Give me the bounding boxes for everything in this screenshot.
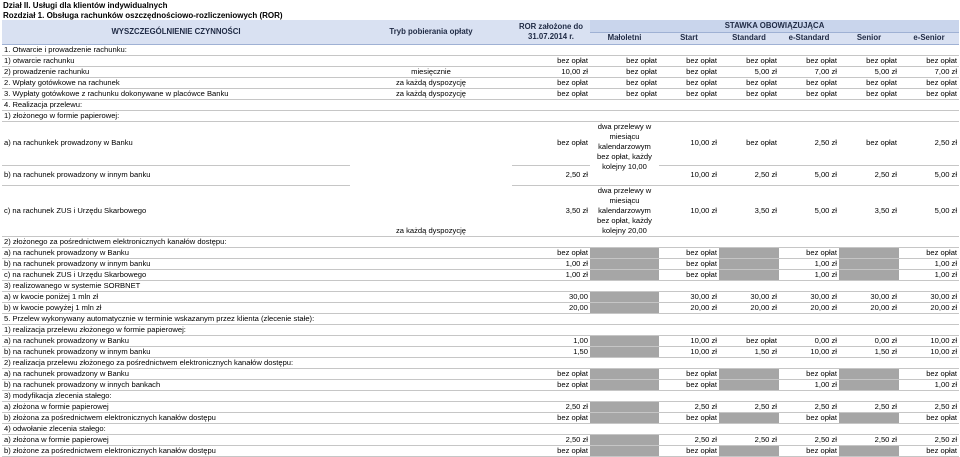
col-header-senior: Senior (839, 32, 899, 44)
fee-cell: 2,50 zł (779, 121, 839, 165)
fee-cell: bez opłat (899, 368, 959, 379)
table-row (2, 313, 959, 324)
fee-cell: bez opłat (590, 88, 659, 99)
fee-cell (719, 445, 779, 456)
fee-cell: bez opłat (512, 379, 590, 390)
start-merged-note: dwa przelewy w miesiącu kalendarzowym bez opłat, każdy kolejny 10,00 (590, 121, 659, 185)
fee-cell: 10,00 zł (659, 165, 719, 185)
fee-cell (839, 269, 899, 280)
fee-cell: bez opłat (839, 77, 899, 88)
fee-cell: 5,00 zł (899, 185, 959, 236)
fee-cell: 1,00 zł (899, 269, 959, 280)
fee-cell (590, 379, 659, 390)
row-tryb: za każdą dyspozycję (350, 88, 512, 99)
fee-cell: 2,50 zł (899, 121, 959, 165)
row-label: a) na rachunek prowadzony w Banku (2, 368, 350, 379)
fee-cell: 2,50 zł (899, 434, 959, 445)
fee-cell: bez opłat (719, 55, 779, 66)
fee-cell: 10,00 zł (779, 346, 839, 357)
fee-cell: 3,50 zł (839, 185, 899, 236)
fee-cell: 5,00 zł (839, 66, 899, 77)
row-tryb-merged: za każdą dyspozycję (350, 121, 512, 236)
col-header-stawka: STAWKA OBOWIĄZUJĄCA (590, 20, 959, 32)
fee-cell: 30,00 zł (719, 291, 779, 302)
fee-cell: bez opłat (839, 121, 899, 165)
fee-cell (590, 368, 659, 379)
fee-cell: 30,00 zł (899, 291, 959, 302)
fee-cell (719, 412, 779, 423)
row-label: 4. Realizacja przelewu: (2, 99, 959, 110)
fee-cell: 1,00 zł (512, 258, 590, 269)
table-row (2, 423, 959, 434)
row-tryb (350, 434, 512, 445)
col-header-standard: Standard (719, 32, 779, 44)
fee-cell: 30,00 zł (839, 291, 899, 302)
fee-cell: 1,00 (512, 335, 590, 346)
table-row (2, 368, 959, 379)
fee-cell: 10,00 zł (899, 335, 959, 346)
fee-cell (590, 247, 659, 258)
row-tryb (350, 368, 512, 379)
fee-cell: bez opłat (659, 269, 719, 280)
row-label: 2. Wpłaty gotówkowe na rachunek (2, 77, 350, 88)
table-row (2, 445, 959, 456)
table-row (2, 390, 959, 401)
fee-cell (839, 379, 899, 390)
start-merged-note: dwa przelewy w miesiącu kalendarzowym bez opłat, każdy kolejny 20,00 (590, 185, 659, 236)
fee-cell: 2,50 zł (512, 434, 590, 445)
fee-cell (839, 445, 899, 456)
division-title: Dział II. Usługi dla klientów indywidualnych (3, 1, 168, 10)
fee-cell: bez opłat (719, 335, 779, 346)
fee-cell: bez opłat (779, 247, 839, 258)
fee-cell: 10,00 zł (659, 335, 719, 346)
table-row (2, 258, 959, 269)
row-label: b) w kwocie powyżej 1 mln zł (2, 302, 350, 313)
fee-cell: 2,50 zł (512, 401, 590, 412)
fee-cell: 5,00 zł (719, 66, 779, 77)
fee-cell: 30,00 (512, 291, 590, 302)
fee-cell: 10,00 zł (659, 346, 719, 357)
fee-cell: bez opłat (779, 412, 839, 423)
fee-cell: 1,00 zł (512, 269, 590, 280)
row-label: 3) modyfikacja zlecenia stałego: (2, 390, 959, 401)
fee-cell: 2,50 zł (839, 401, 899, 412)
col-header-maloletni: Małoletni (590, 32, 659, 44)
fee-cell: 3,50 zł (719, 185, 779, 236)
fee-cell: bez opłat (659, 88, 719, 99)
fee-cell: 2,50 zł (719, 165, 779, 185)
row-label: a) złożona w formie papierowej (2, 434, 350, 445)
table-row (2, 291, 959, 302)
fee-cell: 20,00 (512, 302, 590, 313)
fee-cell: bez opłat (779, 55, 839, 66)
table-row (2, 357, 959, 368)
table-row (2, 401, 959, 412)
fee-cell: 1,00 zł (899, 258, 959, 269)
col-header-tryb: Tryb pobierania opłaty (350, 20, 512, 44)
fee-cell: 20,00 zł (839, 302, 899, 313)
fee-cell: 2,50 zł (899, 401, 959, 412)
fee-cell: bez opłat (512, 121, 590, 165)
table-row (2, 99, 959, 110)
row-label: b) na rachunek prowadzony w innym banku (2, 346, 350, 357)
row-label: a) złożona w formie papierowej (2, 401, 350, 412)
fee-cell: bez opłat (590, 77, 659, 88)
fee-cell: bez opłat (839, 55, 899, 66)
row-label: a) w kwocie poniżej 1 mln zł (2, 291, 350, 302)
row-label: c) na rachunek ZUS i Urzędu Skarbowego (2, 269, 350, 280)
fee-cell: bez opłat (899, 445, 959, 456)
fee-cell (839, 258, 899, 269)
row-tryb (350, 379, 512, 390)
table-row (2, 110, 959, 121)
table-row (2, 346, 959, 357)
fee-cell (590, 335, 659, 346)
fee-cell: 1,00 zł (779, 269, 839, 280)
fee-cell: 20,00 zł (899, 302, 959, 313)
fee-cell: 2,50 zł (719, 434, 779, 445)
fee-cell: 20,00 zł (659, 302, 719, 313)
row-tryb (350, 247, 512, 258)
table-row (2, 412, 959, 423)
row-label: b) na rachunek prowadzony w innych bankach (2, 379, 350, 390)
fee-cell: bez opłat (659, 368, 719, 379)
fee-cell: bez opłat (779, 88, 839, 99)
row-tryb (350, 412, 512, 423)
fee-table (2, 20, 959, 457)
fee-cell: bez opłat (659, 258, 719, 269)
fee-cell (590, 401, 659, 412)
fee-cell (839, 247, 899, 258)
fee-cell: bez opłat (590, 66, 659, 77)
table-row (2, 247, 959, 258)
row-tryb: za każdą dyspozycję (350, 77, 512, 88)
row-label: 1. Otwarcie i prowadzenie rachunku: (2, 44, 959, 55)
fee-cell: bez opłat (659, 445, 719, 456)
fee-cell: bez opłat (512, 445, 590, 456)
fee-cell: bez opłat (719, 88, 779, 99)
row-label: a) na rachunek prowadzony w Banku (2, 247, 350, 258)
row-tryb (350, 291, 512, 302)
col-header-ror: ROR założone do 31.07.2014 r. (512, 20, 590, 44)
fee-cell: 2,50 zł (659, 434, 719, 445)
row-label: a) na rachunkek prowadzony w Banku (2, 121, 350, 165)
fee-cell: bez opłat (512, 77, 590, 88)
table-row (2, 121, 959, 165)
table-row (2, 379, 959, 390)
col-header-start: Start (659, 32, 719, 44)
table-row (2, 66, 959, 77)
table-row (2, 44, 959, 55)
fee-cell (590, 302, 659, 313)
fee-cell: 10,00 zł (659, 185, 719, 236)
fee-cell: bez opłat (659, 77, 719, 88)
fee-cell: bez opłat (779, 77, 839, 88)
fee-cell: bez opłat (719, 121, 779, 165)
fee-cell: 2,50 zł (512, 165, 590, 185)
fee-cell (590, 412, 659, 423)
fee-cell: bez opłat (719, 77, 779, 88)
fee-cell: 7,00 zł (779, 66, 839, 77)
row-tryb: miesięcznie (350, 66, 512, 77)
row-tryb (350, 269, 512, 280)
row-tryb (350, 335, 512, 346)
row-tryb (350, 302, 512, 313)
fee-cell (719, 269, 779, 280)
fee-cell (590, 434, 659, 445)
fee-cell: 3,50 zł (512, 185, 590, 236)
fee-cell (590, 346, 659, 357)
table-row (2, 269, 959, 280)
row-label: 2) realizacja przelewu złożonego za pośrednictwem elektronicznych kanałów dostępu: (2, 357, 959, 368)
fee-cell: 20,00 zł (719, 302, 779, 313)
fee-cell: bez opłat (899, 412, 959, 423)
fee-cell: 5,00 zł (779, 185, 839, 236)
row-tryb (350, 55, 512, 66)
document-heading (0, 0, 960, 20)
fee-cell: bez opłat (659, 379, 719, 390)
row-label: 5. Przelew wykonywany automatycznie w terminie wskazanym przez klienta (zlecenie stałe): (2, 313, 959, 324)
fee-cell: 30,00 zł (659, 291, 719, 302)
fee-cell: 10,00 zł (512, 66, 590, 77)
row-label: b) złożona za pośrednictwem elektronicznych kanałów dostępu (2, 412, 350, 423)
fee-cell: bez opłat (779, 445, 839, 456)
row-label: 1) otwarcie rachunku (2, 55, 350, 66)
row-label: 2) prowadzenie rachunku (2, 66, 350, 77)
fee-cell (839, 368, 899, 379)
fee-cell: bez opłat (839, 88, 899, 99)
row-label: 4) odwołanie zlecenia stałego: (2, 423, 959, 434)
fee-cell: bez opłat (899, 88, 959, 99)
table-row (2, 434, 959, 445)
fee-cell: bez opłat (659, 66, 719, 77)
fee-cell: 0,00 zł (839, 335, 899, 346)
fee-cell (590, 445, 659, 456)
fee-cell: 10,00 zł (659, 121, 719, 165)
fee-cell: bez opłat (899, 247, 959, 258)
table-row (2, 302, 959, 313)
table-row (2, 335, 959, 346)
row-label: 1) realizacja przelewu złożonego w formie papierowej: (2, 324, 959, 335)
fee-cell: 1,00 zł (899, 379, 959, 390)
row-label: 1) złożonego w formie papierowej: (2, 110, 959, 121)
fee-cell: bez opłat (590, 55, 659, 66)
row-label: b) złożone za pośrednictwem elektronicznych kanałów dostępu (2, 445, 350, 456)
table-row (2, 324, 959, 335)
fee-cell: 2,50 zł (779, 434, 839, 445)
table-row (2, 88, 959, 99)
fee-cell: 10,00 zł (899, 346, 959, 357)
fee-cell (590, 258, 659, 269)
row-label: c) na rachunek ZUS i Urzędu Skarbowego (2, 185, 350, 236)
row-label: 3. Wypłaty gotówkowe z rachunku dokonywane w placówce Banku (2, 88, 350, 99)
fee-cell: bez opłat (899, 55, 959, 66)
fee-cell (719, 258, 779, 269)
fee-cell: 2,50 zł (839, 165, 899, 185)
fee-cell: bez opłat (512, 368, 590, 379)
fee-cell: 2,50 zł (839, 434, 899, 445)
col-header-name: WYSZCZEGÓLNIENIE CZYNNOŚCI (2, 20, 350, 44)
fee-cell: bez opłat (659, 247, 719, 258)
table-row (2, 55, 959, 66)
fee-cell: 1,50 zł (839, 346, 899, 357)
row-label: 2) złożonego za pośrednictwem elektronicznych kanałów dostępu: (2, 236, 959, 247)
row-label: a) na rachunek prowadzony w Banku (2, 335, 350, 346)
row-label: b) na rachunek prowadzony w innym banku (2, 165, 350, 185)
row-tryb (350, 401, 512, 412)
table-row (2, 77, 959, 88)
fee-cell: 2,50 zł (659, 401, 719, 412)
fee-cell: 2,50 zł (779, 401, 839, 412)
fee-cell: bez opłat (512, 247, 590, 258)
fee-cell: bez opłat (512, 88, 590, 99)
row-label: 3) realizowanego w systemie SORBNET (2, 280, 959, 291)
table-row (2, 280, 959, 291)
fee-cell: 0,00 zł (779, 335, 839, 346)
fee-cell: bez opłat (899, 77, 959, 88)
fee-cell: bez opłat (659, 412, 719, 423)
fee-cell: 1,50 zł (719, 346, 779, 357)
fee-cell (590, 291, 659, 302)
fee-cell: 1,00 zł (779, 258, 839, 269)
table-row (2, 236, 959, 247)
row-tryb (350, 346, 512, 357)
fee-cell: 7,00 zł (899, 66, 959, 77)
fee-cell: 30,00 zł (779, 291, 839, 302)
fee-cell: 1,50 (512, 346, 590, 357)
fee-cell (719, 247, 779, 258)
fee-cell: bez opłat (779, 368, 839, 379)
row-label: b) na rachunek prowadzony w innym banku (2, 258, 350, 269)
fee-cell (719, 368, 779, 379)
fee-cell: bez opłat (512, 55, 590, 66)
fee-cell: 20,00 zł (779, 302, 839, 313)
fee-cell (839, 412, 899, 423)
row-tryb (350, 258, 512, 269)
row-tryb (350, 445, 512, 456)
fee-cell (590, 269, 659, 280)
chapter-title: Rozdział 1. Obsługa rachunków oszczędnościowo-rozliczeniowych (ROR) (3, 10, 283, 20)
fee-cell: 1,00 zł (779, 379, 839, 390)
col-header-e-standard: e-Standard (779, 32, 839, 44)
fee-cell: bez opłat (659, 55, 719, 66)
fee-cell: bez opłat (512, 412, 590, 423)
fee-cell (719, 379, 779, 390)
fee-cell: 2,50 zł (719, 401, 779, 412)
fee-cell: 5,00 zł (899, 165, 959, 185)
fee-cell: 5,00 zł (779, 165, 839, 185)
col-header-e-senior: e-Senior (899, 32, 959, 44)
